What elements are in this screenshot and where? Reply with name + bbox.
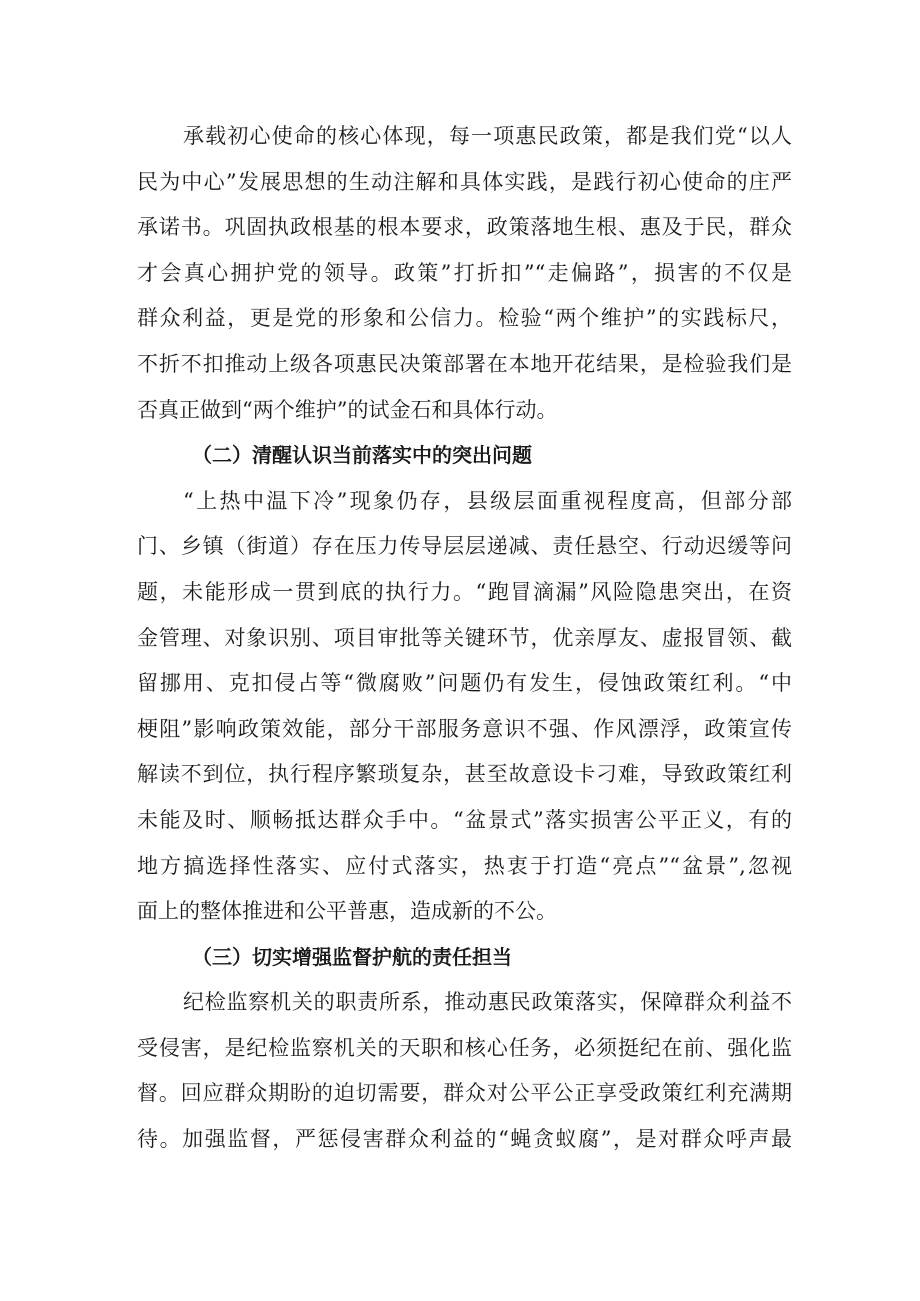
document-page bbox=[137, 114, 792, 1163]
paragraph-line: 地方搞选择性落实、应付式落实，热衷于打造“亮点”“盆景”,忽视 bbox=[137, 853, 792, 878]
paragraph-line: 不折不扣推动上级各项惠民决策部署在本地开花结果，是检验我们是 bbox=[137, 351, 792, 376]
paragraph-line: 受侵害，是纪检监察机关的天职和核心任务，必须挺纪在前、强化监 bbox=[137, 1035, 792, 1060]
paragraph-line: 解读不到位，执行程序繁琐复杂，甚至故意设卡刁难，导致政策红利 bbox=[137, 762, 792, 787]
section-heading: （三）切实增强监督护航的责任担当 bbox=[192, 944, 512, 969]
paragraph-line: 才会真心拥护党的领导。政策”打折扣”“走偏路”，损害的不仅是 bbox=[137, 260, 792, 285]
paragraph-line: 承诺书。巩固执政根基的根本要求，政策落地生根、惠及于民，群众 bbox=[137, 215, 792, 240]
paragraph-line: 纪检监察机关的职责所系，推动惠民政策落实，保障群众利益不 bbox=[183, 990, 792, 1015]
paragraph-line: 梗阻”影响政策效能，部分干部服务意识不强、作风漂浮，政策宣传 bbox=[137, 716, 792, 741]
paragraph-line: 门、乡镇（街道）存在压力传导层层递减、责任悬空、行动迟缓等问 bbox=[137, 534, 792, 559]
paragraph-line: 否真正做到“两个维护”的试金石和具体行动。 bbox=[137, 397, 558, 422]
paragraph-line: “上热中温下冷”现象仍存，县级层面重视程度高，但部分部 bbox=[183, 488, 792, 513]
paragraph-line: 待。加强监督，严惩侵害群众利益的“蝇贪蚁腐”，是对群众呼声最 bbox=[137, 1127, 792, 1152]
paragraph-line: 群众利益，更是党的形象和公信力。检验“两个维护”的实践标尺， bbox=[137, 306, 792, 331]
paragraph-line: 承载初心使命的核心体现，每一项惠民政策，都是我们党“以人 bbox=[183, 124, 792, 148]
paragraph-line: 金管理、对象识别、项目审批等关键环节，优亲厚友、虚报冒领、截 bbox=[137, 625, 792, 650]
paragraph-line: 督。回应群众期盼的迫切需要，群众对公平公正享受政策红利充满期 bbox=[137, 1081, 792, 1106]
section-heading: （二）清醒认识当前落实中的突出问题 bbox=[192, 443, 532, 468]
paragraph-line: 题，未能形成一贯到底的执行力。“跑冒滴漏”风险隐患突出，在资 bbox=[137, 579, 792, 604]
paragraph-line: 面上的整体推进和公平普惠，造成新的不公。 bbox=[137, 899, 557, 924]
paragraph-line: 未能及时、顺畅抵达群众手中。“盆景式”落实损害公平正义，有的 bbox=[137, 807, 792, 832]
paragraph-line: 民为中心”发展思想的生动注解和具体实践，是践行初心使命的庄严 bbox=[137, 169, 792, 194]
paragraph-line: 留挪用、克扣侵占等“微腐败”问题仍有发生，侵蚀政策红利。“中 bbox=[137, 671, 792, 696]
